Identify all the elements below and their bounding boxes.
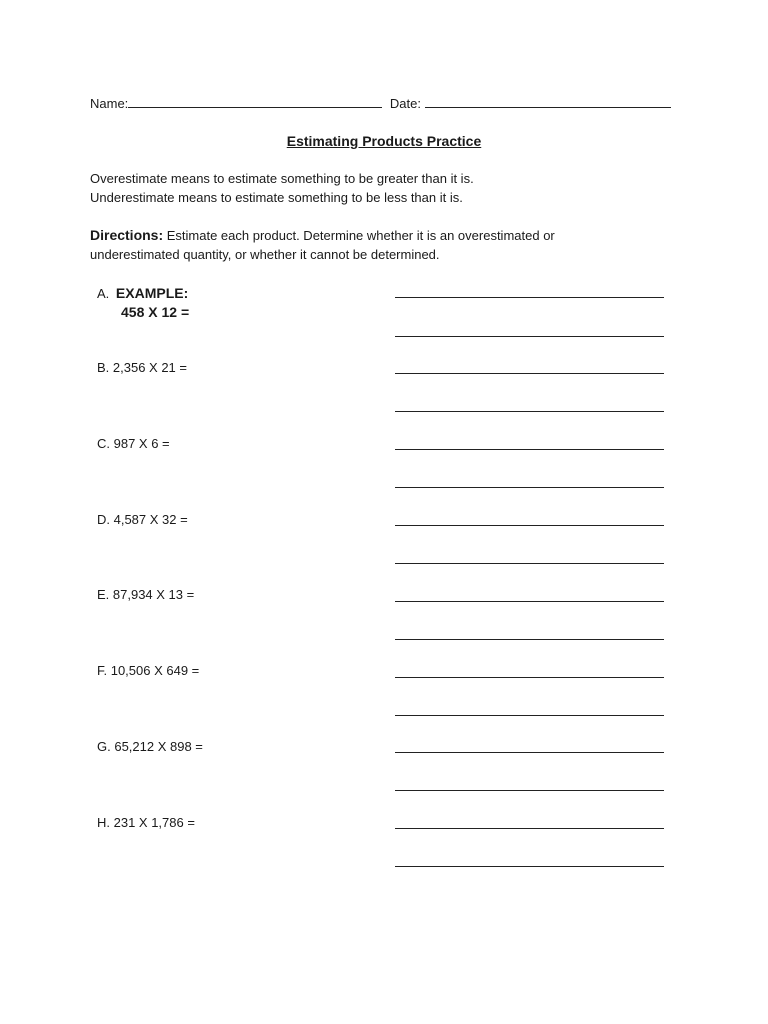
date-label: Date: <box>389 96 421 111</box>
directions-text-2: underestimated quantity, or whether it cannot be determined. <box>90 247 440 262</box>
problem-g-answer-line-1[interactable] <box>395 752 664 753</box>
date-blank[interactable] <box>425 95 671 108</box>
problem-d-answer-line-2[interactable] <box>395 563 664 564</box>
problem-b-answer-line-2[interactable] <box>395 411 664 412</box>
problem-c-answer-line-1[interactable] <box>395 449 664 450</box>
problem-h: H. 231 X 1,786 = <box>97 815 195 830</box>
directions-label: Directions: <box>90 227 164 243</box>
problem-h-answer-line-1[interactable] <box>395 828 664 829</box>
problem-h-answer-line-2[interactable] <box>395 866 664 867</box>
page-title: Estimating Products Practice <box>286 133 482 149</box>
problem-b-answer-line-1[interactable] <box>395 373 664 374</box>
problem-c-answer-line-2[interactable] <box>395 487 664 488</box>
problem-d: D. 4,587 X 32 = <box>97 512 188 527</box>
example-letter: A. <box>97 286 110 301</box>
example-answer-line-2[interactable] <box>395 336 664 337</box>
directions-line1 <box>90 227 555 243</box>
problem-f: F. 10,506 X 649 = <box>97 663 200 678</box>
problem-c: C. 987 X 6 = <box>97 436 170 451</box>
name-field-row <box>90 95 671 111</box>
example-label: EXAMPLE: <box>115 285 189 301</box>
example-answer-line-1[interactable] <box>395 297 664 298</box>
name-blank[interactable] <box>128 95 382 108</box>
definition-underestimate: Underestimate means to estimate something to be less than it is. <box>90 190 463 205</box>
problem-f-answer-line-1[interactable] <box>395 677 664 678</box>
example-heading <box>97 285 188 301</box>
problem-b: B. 2,356 X 21 = <box>97 360 187 375</box>
example-problem: 458 X 12 = <box>121 304 190 320</box>
name-label: Name: <box>90 96 129 111</box>
definition-overestimate: Overestimate means to estimate something to be greater than it is. <box>90 171 474 186</box>
problem-e-answer-line-2[interactable] <box>395 639 664 640</box>
problem-g: G. 65,212 X 898 = <box>97 739 203 754</box>
problem-f-answer-line-2[interactable] <box>395 715 664 716</box>
problem-e: E. 87,934 X 13 = <box>97 587 195 602</box>
problem-d-answer-line-1[interactable] <box>395 525 664 526</box>
problem-e-answer-line-1[interactable] <box>395 601 664 602</box>
problem-g-answer-line-2[interactable] <box>395 790 664 791</box>
directions-text-1: Estimate each product. Determine whether it is an overestimated or <box>163 228 555 243</box>
